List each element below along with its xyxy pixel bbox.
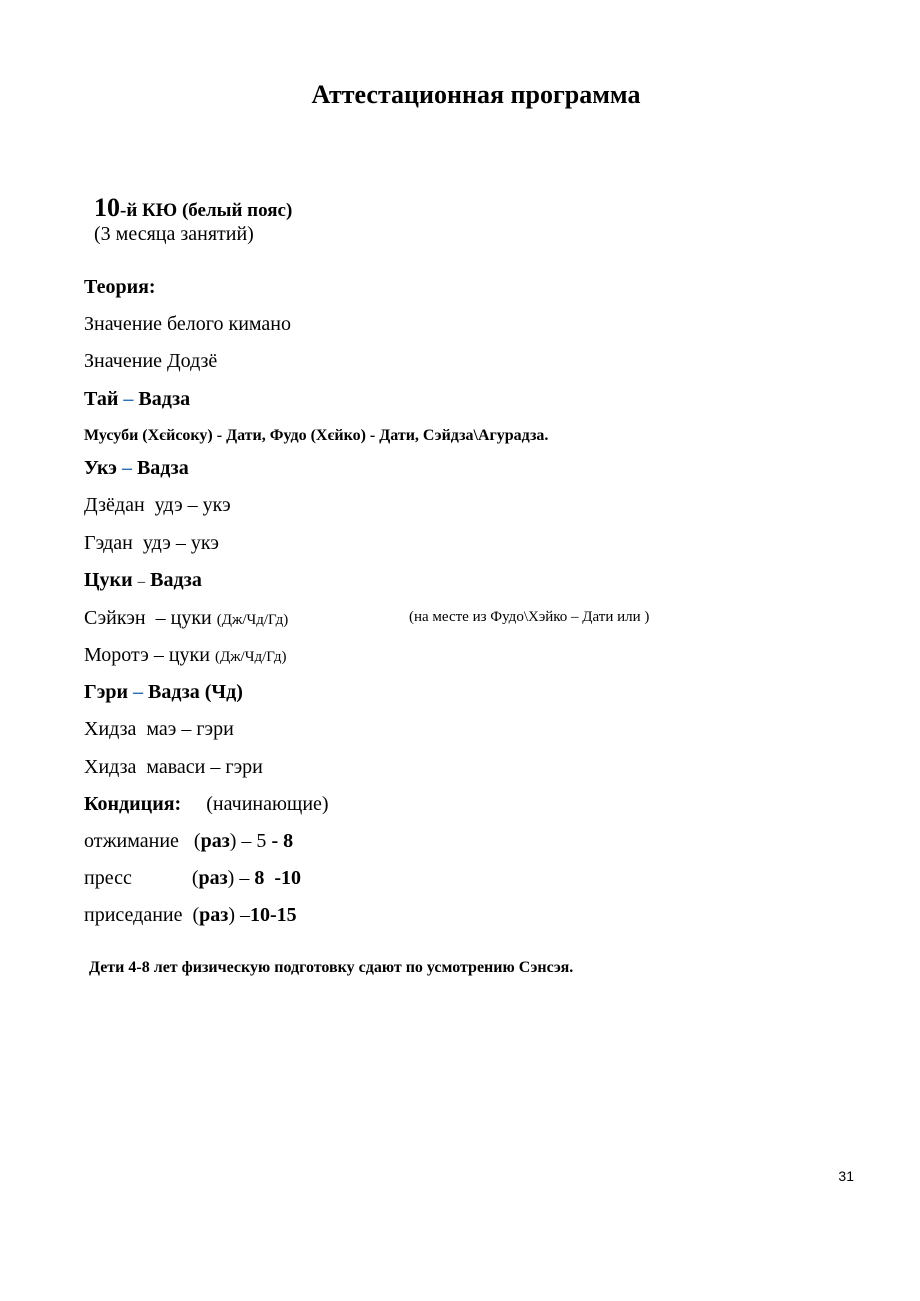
page-title: Аттестационная программа xyxy=(311,80,641,109)
exercise-range: 10-15 xyxy=(249,904,297,926)
children-note: Дети 4-8 лет физическую подготовку сдают по усмотрению Сэнсэя. xyxy=(89,959,574,976)
page-number: 31 xyxy=(838,1168,854,1184)
geri-word: Гэри xyxy=(84,681,129,703)
exercise-unit: раз xyxy=(200,830,230,852)
tsuki-item-2 xyxy=(84,643,286,669)
geri-item-1: Хидза маэ – гэри xyxy=(84,718,234,740)
uke-item-2: Гэдан удэ – укэ xyxy=(84,532,219,554)
exercise-range: - 8 xyxy=(271,830,294,852)
tsuki-item-1-levels: (Дж/Чд/Гд) xyxy=(216,612,289,628)
uke-waza-heading xyxy=(84,456,189,480)
exercise-row xyxy=(84,866,301,890)
tsuki-rest: Вадза xyxy=(150,569,202,591)
exercise-row xyxy=(84,903,297,927)
rank-heading xyxy=(84,172,292,223)
tsuki-waza-heading xyxy=(84,568,202,594)
uke-rest: Вадза xyxy=(136,457,189,479)
tsuki-item-1 xyxy=(84,606,288,632)
uke-item-1: Дзёдан удэ – укэ xyxy=(84,494,231,516)
condition-heading xyxy=(84,792,329,816)
tai-stances: Мусуби (Хєйсоку) - Дати, Фудо (Хєйко) - Дати, Сэйдза\Агурадза. xyxy=(84,427,549,444)
rank-belt: -й КЮ (белый пояс) xyxy=(120,200,293,221)
exercise-name: пресс ( xyxy=(84,867,199,889)
exercise-unit: раз xyxy=(199,904,229,926)
exercise-name: отжимание ( xyxy=(84,830,201,852)
uke-dash: – xyxy=(121,457,132,479)
geri-item-2: Хидза маваси – гэри xyxy=(84,756,263,778)
exercise-sep: ) – xyxy=(228,904,250,926)
exercise-sep: ) – xyxy=(227,867,255,889)
exercise-unit: раз xyxy=(198,867,228,889)
tsuki-dash: – xyxy=(137,574,146,590)
tai-word: Тай xyxy=(84,388,119,410)
exercise-sep: ) – 5 xyxy=(229,830,272,852)
exercise-name: приседание ( xyxy=(84,904,200,926)
condition-level: (начинающие) xyxy=(206,793,329,815)
rank-duration: (3 месяца занятий) xyxy=(94,223,254,245)
tsuki-item-2-levels: (Дж/Чд/Гд) xyxy=(214,649,287,665)
tsuki-item-1-main: Сэйкэн – цуки xyxy=(84,607,217,629)
tai-waza-heading xyxy=(84,387,190,411)
theory-item-2: Значение Додзё xyxy=(84,350,218,372)
geri-rest: Вадза (Чд) xyxy=(148,681,243,703)
exercise-row xyxy=(84,829,293,853)
exercise-range: 8 -10 xyxy=(254,867,302,889)
theory-item-1: Значение белого кимано xyxy=(84,313,292,335)
condition-title: Кондиция: xyxy=(84,793,182,815)
tai-rest: Вадза xyxy=(138,388,191,410)
tsuki-item-1-note: (на месте из Фудо\Хэйко – Дати или ) xyxy=(409,609,650,625)
tai-dash: – xyxy=(123,388,134,410)
rank-number: 10 xyxy=(94,193,120,222)
uke-word: Укэ xyxy=(84,457,117,479)
theory-heading: Теория: xyxy=(84,276,156,298)
tsuki-item-2-main: Моротэ – цуки xyxy=(84,644,215,666)
geri-waza-heading xyxy=(84,680,243,704)
tsuki-word: Цуки xyxy=(84,569,133,591)
geri-dash: – xyxy=(133,681,144,703)
